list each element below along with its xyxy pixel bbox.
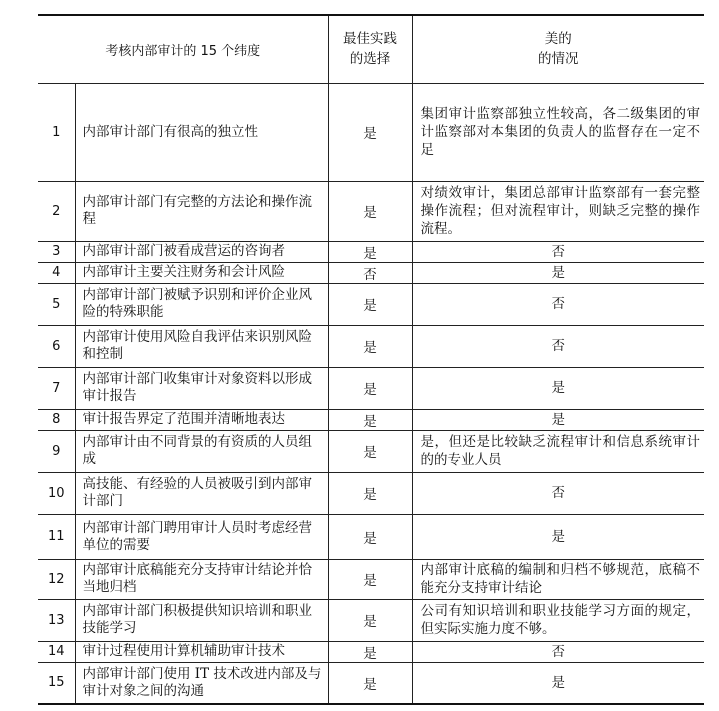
row-number: 6 [38, 325, 75, 367]
table-row [38, 662, 704, 704]
row-number: 5 [38, 283, 75, 325]
row-situation: 是 [412, 367, 704, 409]
row-number: 13 [38, 599, 75, 641]
row-dimension: 内部审计部门聘用审计人员时考虑经营单位的需要 [75, 514, 328, 559]
row-situation: 对绩效审计，集团总部审计监察部有一套完整操作流程；但对流程审计，则缺乏完整的操作流程。 [412, 181, 704, 241]
table-row [38, 599, 704, 641]
row-situation: 否 [412, 472, 704, 514]
row-best-practice: 是 [328, 283, 412, 325]
table-row [38, 283, 704, 325]
row-best-practice: 是 [328, 83, 412, 181]
row-number: 14 [38, 641, 75, 662]
table-row [38, 409, 704, 430]
row-best-practice: 是 [328, 430, 412, 472]
row-best-practice: 是 [328, 599, 412, 641]
row-number: 10 [38, 472, 75, 514]
table-header-row [38, 15, 704, 83]
table-row [38, 367, 704, 409]
header-situation [412, 15, 704, 83]
row-dimension: 内部审计部门有很高的独立性 [75, 83, 328, 181]
row-best-practice: 是 [328, 514, 412, 559]
row-best-practice: 是 [328, 662, 412, 704]
header-situation-line-2: 的情况 [538, 51, 579, 68]
row-best-practice: 是 [328, 409, 412, 430]
row-dimension: 审计过程使用计算机辅助审计技术 [75, 641, 328, 662]
row-situation: 内部审计底稿的编制和归档不够规范，底稿不能充分支持审计结论 [412, 559, 704, 599]
table-row [38, 514, 704, 559]
row-dimension: 高技能、有经验的人员被吸引到内部审计部门 [75, 472, 328, 514]
row-best-practice: 是 [328, 241, 412, 262]
table-row [38, 181, 704, 241]
row-situation: 是 [412, 262, 704, 283]
table-row [38, 325, 704, 367]
row-number: 8 [38, 409, 75, 430]
row-number: 1 [38, 83, 75, 181]
row-situation: 否 [412, 325, 704, 367]
row-dimension: 内部审计部门积极提供知识培训和职业技能学习 [75, 599, 328, 641]
table-row [38, 241, 704, 262]
table-row [38, 262, 704, 283]
row-dimension: 内部审计部门被看成营运的咨询者 [75, 241, 328, 262]
row-number: 4 [38, 262, 75, 283]
row-best-practice: 是 [328, 181, 412, 241]
row-number: 7 [38, 367, 75, 409]
row-number: 11 [38, 514, 75, 559]
header-best-practice-line-1: 最佳实践 [343, 31, 397, 48]
audit-dimensions-table [38, 14, 704, 705]
row-dimension: 内部审计主要关注财务和会计风险 [75, 262, 328, 283]
row-situation: 是 [412, 409, 704, 430]
row-dimension: 内部审计部门被赋予识别和评价企业风险的特殊职能 [75, 283, 328, 325]
row-best-practice: 否 [328, 262, 412, 283]
row-situation: 是，但还是比较缺乏流程审计和信息系统审计的的专业人员 [412, 430, 704, 472]
row-dimension: 内部审计使用风险自我评估来识别风险和控制 [75, 325, 328, 367]
header-situation-line-1: 美的 [544, 31, 572, 48]
header-best-practice [328, 15, 412, 83]
table-row [38, 559, 704, 599]
row-best-practice: 是 [328, 472, 412, 514]
row-number: 9 [38, 430, 75, 472]
row-situation: 是 [412, 662, 704, 704]
row-situation: 否 [412, 241, 704, 262]
row-best-practice: 是 [328, 641, 412, 662]
header-dimension: 考核内部审计的 15 个纬度 [38, 15, 328, 83]
row-dimension: 内部审计底稿能充分支持审计结论并恰当地归档 [75, 559, 328, 599]
row-number: 12 [38, 559, 75, 599]
row-situation: 集团审计监察部独立性较高，各二级集团的审计监察部对本集团的负责人的监督存在一定不足 [412, 83, 704, 181]
row-situation: 否 [412, 641, 704, 662]
row-dimension: 内部审计部门使用 IT 技术改进内部及与审计对象之间的沟通 [75, 662, 328, 704]
table-row [38, 430, 704, 472]
row-situation: 公司有知识培训和职业技能学习方面的规定，但实际实施力度不够。 [412, 599, 704, 641]
row-dimension: 内部审计由不同背景的有资质的人员组成 [75, 430, 328, 472]
row-best-practice: 是 [328, 559, 412, 599]
table-row [38, 472, 704, 514]
row-best-practice: 是 [328, 325, 412, 367]
table-row [38, 83, 704, 181]
row-number: 2 [38, 181, 75, 241]
row-number: 3 [38, 241, 75, 262]
row-situation: 是 [412, 514, 704, 559]
row-dimension: 审计报告界定了范围并清晰地表达 [75, 409, 328, 430]
row-dimension: 内部审计部门有完整的方法论和操作流程 [75, 181, 328, 241]
header-best-practice-line-2: 的选择 [349, 51, 391, 68]
row-number: 15 [38, 662, 75, 704]
row-situation: 否 [412, 283, 704, 325]
table-row [38, 641, 704, 662]
row-best-practice: 是 [328, 367, 412, 409]
row-dimension: 内部审计部门收集审计对象资料以形成审计报告 [75, 367, 328, 409]
